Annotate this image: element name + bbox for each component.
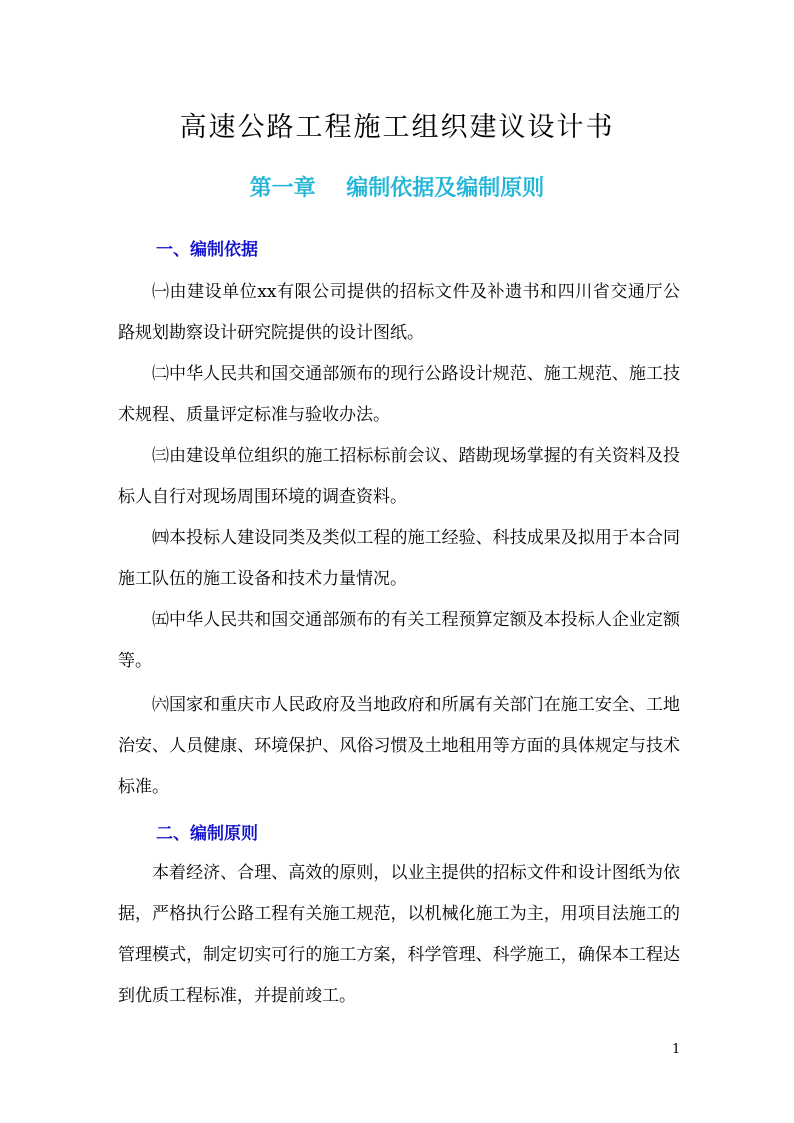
section-heading-basis: 一、编制依据 (156, 240, 258, 260)
section-heading-principles: 二、编制原则 (156, 824, 258, 844)
document-title: 高速公路工程施工组织建议设计书 (179, 112, 615, 143)
paragraph-basis-1: ㈠由建设单位xx有限公司提供的招标文件及补遗书和四川省交通厅公路规划勘察设计研究院提供的设计图纸。 (118, 282, 680, 343)
paragraph-basis-4: ㈣本投标人建设同类及类似工程的施工经验、科技成果及拟用于本合同施工队伍的施工设备和技术力量情况。 (118, 528, 680, 589)
chapter-title: 第一章 编制依据及编制原则 (249, 175, 545, 201)
paragraph-basis-5: ㈤中华人民共和国交通部颁布的有关工程预算定额及本投标人企业定额等。 (118, 610, 680, 671)
paragraph-basis-6: ㈥国家和重庆市人民政府及当地政府和所属有关部门在施工安全、工地治安、人员健康、环境保护、风俗习惯及土地租用等方面的具体规定与技术标准。 (118, 695, 680, 797)
paragraph-basis-2: ㈡中华人民共和国交通部颁布的现行公路设计规范、施工规范、施工技术规程、质量评定标准与验收办法。 (118, 364, 680, 425)
paragraph-basis-3: ㈢由建设单位组织的施工招标标前会议、踏勘现场掌握的有关资料及投标人自行对现场周围环境的调查资料。 (118, 446, 680, 507)
paragraph-principles-1: 本着经济、合理、高效的原则，以业主提供的招标文件和设计图纸为依据，严格执行公路工程有关施工规范，以机械化施工为主，用项目法施工的管理模式，制定切实可行的施工方案，科学管理、科学施工，确保本工程达到优质工程标准，并提前竣工。 (118, 863, 680, 1006)
page-number: 1 (672, 1042, 681, 1057)
